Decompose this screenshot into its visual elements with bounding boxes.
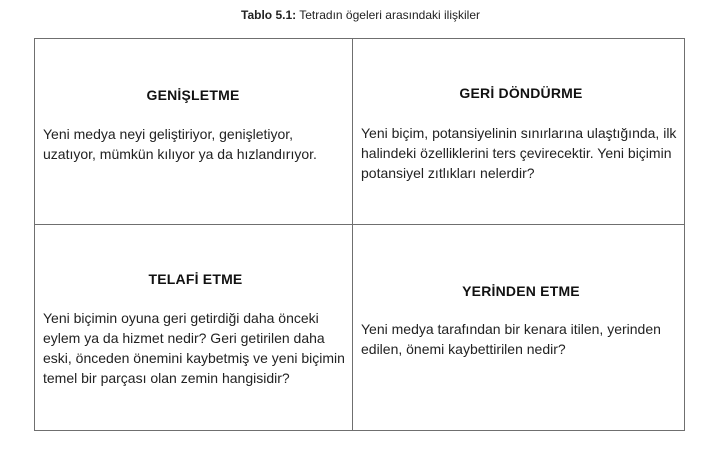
cell-reversal-title: GERİ DÖNDÜRME (459, 85, 583, 101)
cell-enhancement (43, 87, 343, 164)
cell-retrieval (43, 271, 348, 388)
vertical-divider (352, 39, 353, 430)
cell-obsolescence-title: YERİNDEN ETME (462, 283, 580, 299)
cell-obsolescence (361, 283, 681, 359)
cell-obsolescence-text: Yeni medya tarafından bir kenara itilen, yerinden edilen, önemi kaybettirilen nedir? (361, 321, 661, 357)
horizontal-divider (35, 224, 684, 225)
cell-retrieval-text: Yeni biçimin oyuna geri getirdiği daha önceki eylem ya da hizmet nedir? Geri getirilen daha eski, önceden önemini kaybetmiş ve yeni biçimin temel bir parçası olan zemin hangisidir? (43, 310, 345, 386)
tetrad-table (34, 38, 685, 431)
cell-retrieval-title: TELAFİ ETME (148, 271, 243, 287)
cell-enhancement-text: Yeni medya neyi geliştiriyor, genişletiyor, uzatıyor, mümkün kılıyor ya da hızlandırıyor. (43, 126, 317, 162)
cell-reversal-text: Yeni biçim, potansiyelinin sınırlarına ulaştığında, ilk halindeki özelliklerini ters çevirecektir. Yeni biçimin potansiyel zıtlıkları nelerdir? (361, 125, 677, 181)
cell-reversal (361, 85, 681, 183)
table-caption (0, 8, 721, 22)
table-caption-text: Tetradın ögeleri arasındaki ilişkiler (296, 8, 480, 22)
cell-enhancement-title: GENİŞLETME (146, 87, 240, 103)
table-caption-label: Tablo 5.1: (241, 8, 297, 22)
